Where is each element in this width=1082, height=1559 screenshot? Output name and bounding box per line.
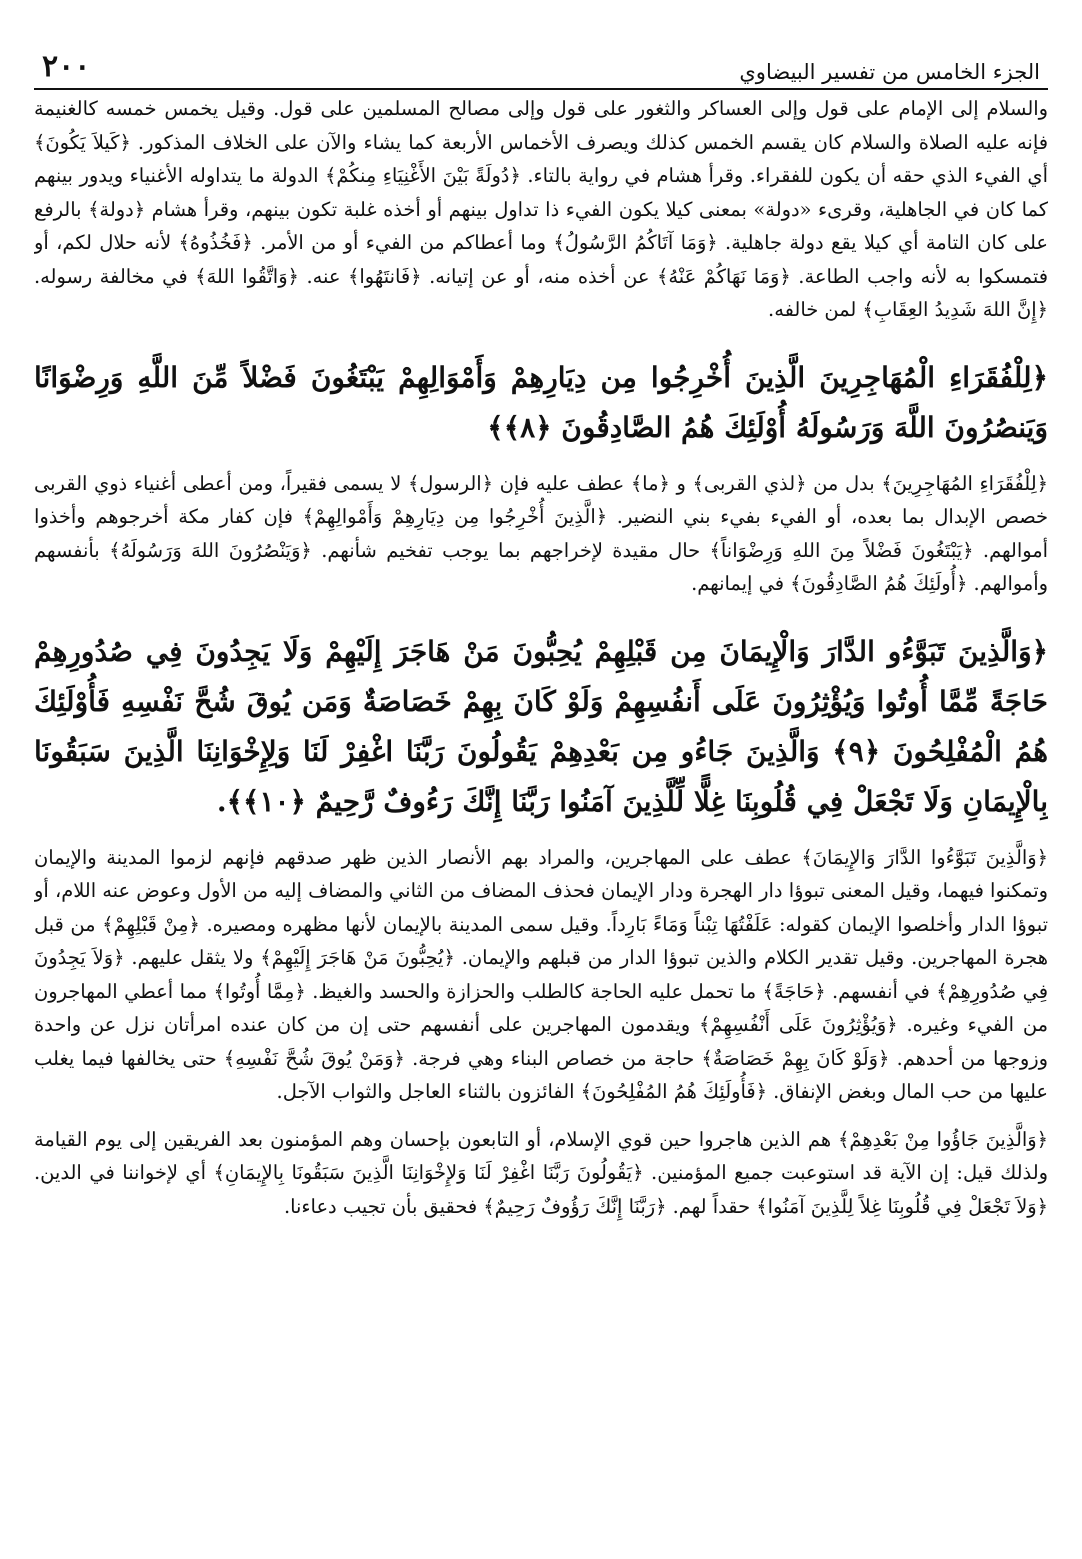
page-number: ٢٠٠ [42, 49, 91, 84]
commentary-paragraph: ﴿وَالَّذِينَ تَبَوَّءُوا الدَّارَ وَالإِيمَانَ﴾ عطف على المهاجرين، والمراد بهم الأنصار الذين ظهر صدقهم فإنهم لزموا المدينة والإيمان وتمكنوا فيهما، وقيل المعنى تبوؤا دار الهجرة ودار الإيمان فحذف المضاف من الثاني والمضاف إليه من الأول وعوض عنه اللام، أو تبوؤا الدار وأخلصوا الإيمان كقوله: عَلَفْتُهَا تِبْناً وَمَاءً بَارِداً. وقيل سمى المدينة بالإيمان لأنها مظهره ومصيره. ﴿مِنْ قَبْلِهِمْ﴾ من قبل هجرة المهاجرين. وقيل تقدير الكلام والذين تبوؤا الدار من قبلهم والإيمان. ﴿يُحِبُّونَ مَنْ هَاجَرَ إِلَيْهِمْ﴾ ولا يثقل عليهم. ﴿وَلاَ يَجِدُونَ فِي صُدُورِهِمْ﴾ في أنفسهم. ﴿حَاجَةً﴾ ما تحمل عليه الحاجة كالطلب والحزازة والحسد والغيظ. ﴿مِمَّا أُوتُوا﴾ مما أعطي المهاجرون من الفيء وغيره. ﴿وَيُؤْثِرُونَ عَلَى أَنْفُسِهِمْ﴾ ويقدمون المهاجرين على أنفسهم حتى إن من كان عنده امرأتان نزل عن واحدة وزوجها من أحدهم. ﴿وَلَوْ كَانَ بِهِمْ خَصَاصَةٌ﴾ حاجة من خصاص البناء وهي فرجة. ﴿وَمَنْ يُوقَ شُحَّ نَفْسِهِ﴾ حتى يخالفها فيما يغلب عليها من حب المال وبغض الإنفاق. ﴿فَأُولَئِكَ هُمُ المُفْلِحُونَ﴾ الفائزون بالثناء العاجل والثواب الآجل. [34, 845, 1048, 1103]
commentary-paragraph: والسلام إلى الإمام على قول وإلى العساكر والثغور على قول وإلى مصالح المسلمين على قول. وقيل يخمس خمسه كالغنيمة فإنه عليه الصلاة والسلام كان يقسم الخمس كذلك ويصرف الأخماس الأربعة كما يشاء والآن على الخلاف المذكور. ﴿كَيلاَ يَكُونَ﴾ أي الفيء الذي حقه أن يكون للفقراء. وقرأ هشام في رواية بالتاء. ﴿دُولَةً بَيْنَ الأَغْنِيَاءِ مِنكُمْ﴾ الدولة ما يتداوله الأغنياء ويدور بينهم كما كان في الجاهلية، وقرىء «دولة» بمعنى كيلا يكون الفيء ذا تداول بينهم أو أخذه غلبة تكون بينهم، وقرأ هشام ﴿دولة﴾ بالرفع على كان التامة أي كيلا يقع دولة جاهلية. ﴿وَمَا آتَاكُمُ الرَّسُولُ﴾ وما أعطاكم من الفيء أو من الأمر. ﴿فَخُذُوهُ﴾ لأنه حلال لكم، أو فتمسكوا به لأنه واجب الطاعة. ﴿وَمَا نَهَاكُمْ عَنْهُ﴾ عن أخذه منه، أو عن إتيانه. ﴿فَانتَهُوا﴾ عنه. ﴿وَاتَّقُوا اللهَ﴾ في مخالفة رسوله. ﴿إِنَّ اللهَ شَدِيدُ العِقَابِ﴾ لمن خالفه. [34, 97, 1048, 321]
commentary-paragraph: ﴿وَالَّذِينَ جَاؤُوا مِنْ بَعْدِهِمْ﴾ هم الذين هاجروا حين قوي الإسلام، أو التابعون بإحسان وهم المؤمنون بعد الفريقين إلى يوم القيامة ولذلك قيل: إن الآية قد استوعبت جميع المؤمنين. ﴿يَقُولُونَ رَبَّنَا اغْفِرْ لَنَا وَلإِخْوَانِنَا الَّذِينَ سَبَقُونَا بِالإِيمَانِ﴾ أي لإخواننا في الدين. ﴿وَلاَ تَجْعَلْ فِي قُلُوبِنَا غِلاً لِلَّذِينَ آمَنُوا﴾ حقداً لهم. ﴿رَبَّنَا إِنَّكَ رَؤُوفٌ رَحِيمٌ﴾ فحقيق بأن تجيب دعاءنا. [34, 1127, 1048, 1218]
commentary-paragraph: ﴿لِلْفُقَرَاءِ المُهَاجِرِينَ﴾ بدل من ﴿لذي القربى﴾ و ﴿ما﴾ عطف عليه فإن ﴿الرسول﴾ لا يسمى فقيراً، ومن أعطى أغنياء ذوي القربى خصص الإبدال بما بعده، أو الفيء بفيء بني النضير. ﴿الَّذِينَ أُخْرِجُوا مِن دِيَارِهِمْ وَأَمْوالِهِمْ﴾ فإن كفار مكة أخرجوهم وأخذوا أموالهم. ﴿يَبْتَغُونَ فَضْلاً مِنَ اللهِ وَرِضْوَاناً﴾ حال مقيدة لإخراجهم بما يوجب تفخيم شأنهم. ﴿وَيَنْصُرُونَ اللهَ وَرَسُولَهُ﴾ بأنفسهم وأموالهم. ﴿أُولَئِكَ هُمُ الصَّادِقُونَ﴾ في إيمانهم. [34, 471, 1048, 595]
book-page [34, 38, 1048, 1538]
quran-verse-block: ﴿وَالَّذِينَ تَبَوَّءُو الدَّارَ وَالْإِيمَانَ مِن قَبْلِهِمْ يُحِبُّونَ مَنْ هَاجَرَ إِلَيْهِمْ وَلَا يَجِدُونَ فِي صُدُورِهِمْ حَاجَةً مِّمَّا أُوتُوا وَيُؤْثِرُونَ عَلَى أَنفُسِهِمْ وَلَوْ كَانَ بِهِمْ خَصَاصَةٌ وَمَن يُوقَ شُحَّ نَفْسِهِ فَأُوْلَئِكَ هُمُ الْمُفْلِحُونَ ﴿٩﴾ وَالَّذِينَ جَاءُو مِن بَعْدِهِمْ يَقُولُونَ رَبَّنَا اغْفِرْ لَنَا وَلِإِخْوَانِنَا الَّذِينَ سَبَقُونَا بِالْإِيمَانِ وَلَا تَجْعَلْ فِي قُلُوبِنَا غِلًّا لِّلَّذِينَ آمَنُوا رَبَّنَا إِنَّكَ رَءُوفٌ رَّحِيمٌ ﴿١٠﴾﴾. [34, 634, 1048, 818]
page-header [34, 38, 1048, 90]
quran-verse-block: ﴿لِلْفُقَرَاءِ الْمُهَاجِرِينَ الَّذِينَ أُخْرِجُوا مِن دِيَارِهِمْ وَأَمْوَالِهِمْ يَبْتَغُونَ فَضْلاً مِّنَ اللَّهِ وَرِضْوَانًا وَيَنصُرُونَ اللَّهَ وَرَسُولَهُ أُوْلَئِكَ هُمُ الصَّادِقُونَ ﴿٨﴾﴾ [34, 360, 1048, 444]
running-title: الجزء الخامس من تفسير البيضاوي [739, 60, 1040, 84]
